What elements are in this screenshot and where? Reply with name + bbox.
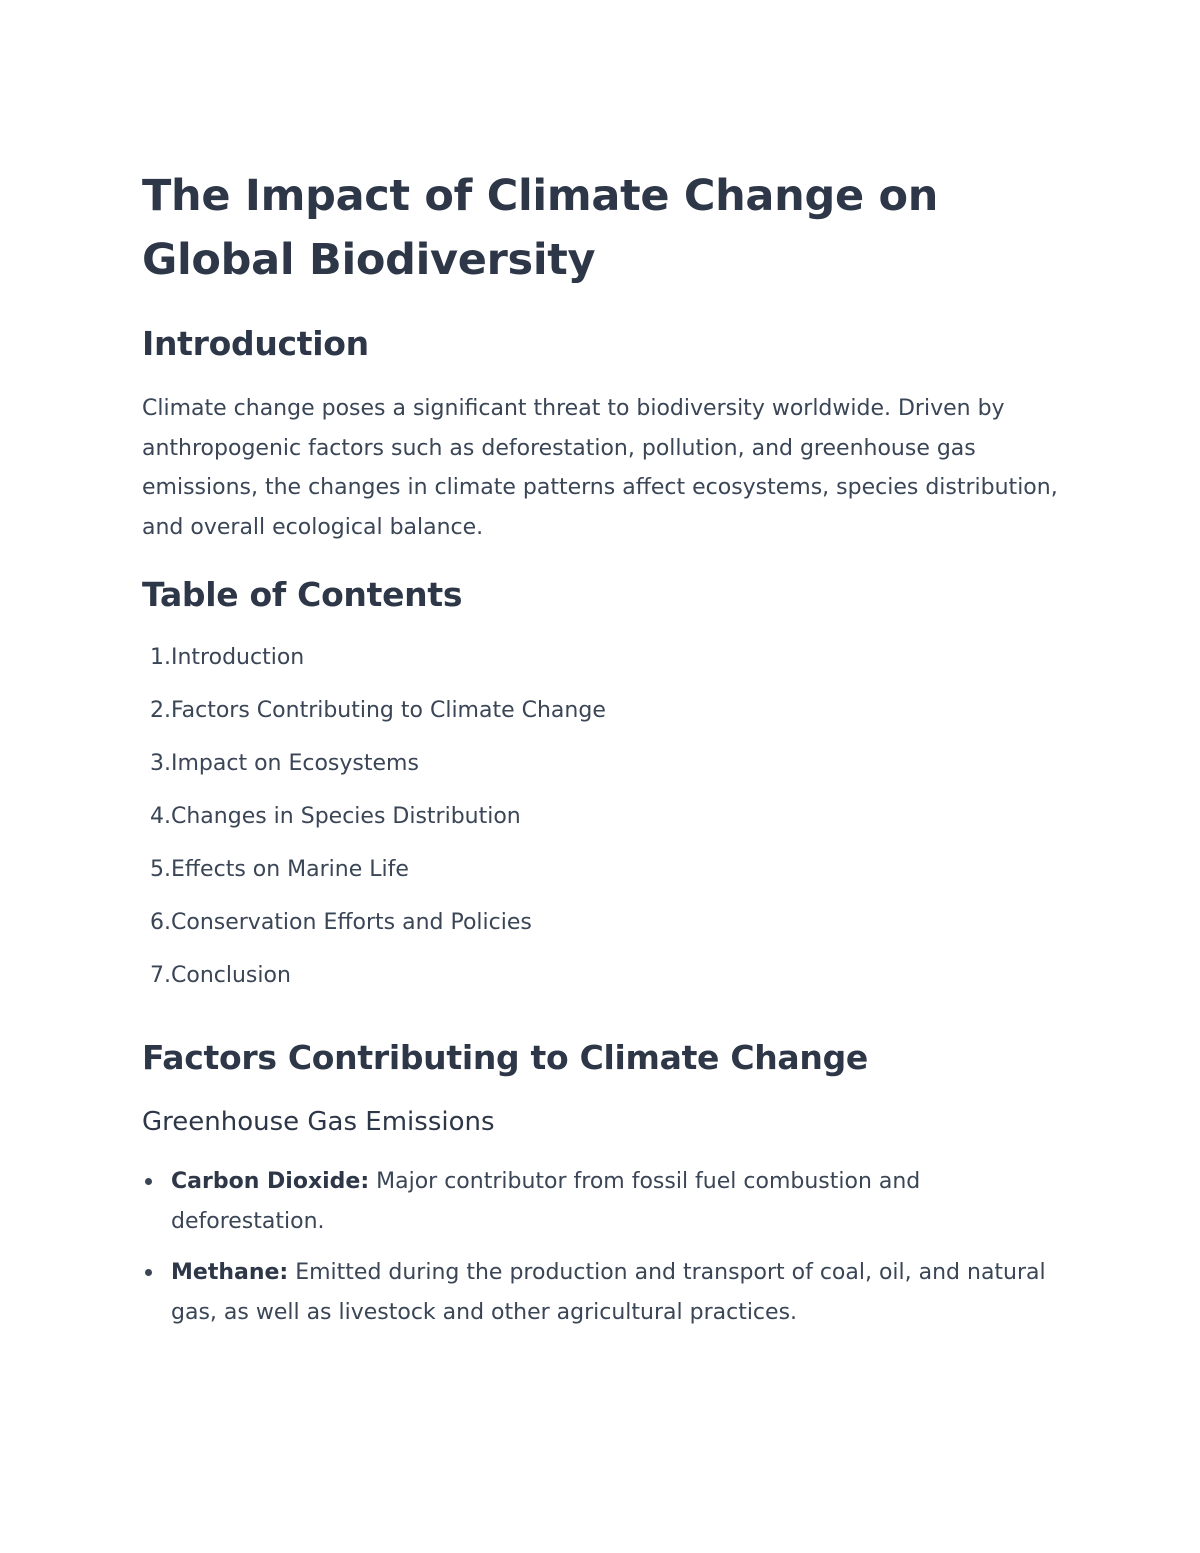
toc-number: 3. <box>150 751 171 776</box>
toc-number: 1. <box>150 645 171 670</box>
toc-label: Conclusion <box>171 963 291 988</box>
list-item <box>142 1253 1062 1332</box>
bullet-text: Emitted during the production and transport of coal, oil, and natural gas, as well as livestock and other agricultural practices. <box>171 1260 1046 1325</box>
introduction-paragraph: Climate change poses a significant threat to biodiversity worldwide. Driven by anthropogenic factors such as deforestation, pollution, and greenhouse gas emissions, the changes in climate patterns affect ecosystems, species distribution, and overall ecological balance. <box>142 396 1058 540</box>
toc-number: 7. <box>150 963 171 988</box>
toc-item-ecosystems[interactable] <box>142 749 1062 802</box>
toc-number: 5. <box>150 857 171 882</box>
emissions-list <box>142 1162 1062 1332</box>
document-title: The Impact of Climate Change on Global Biodiversity <box>142 171 939 285</box>
toc-label: Effects on Marine Life <box>171 857 409 882</box>
factors-heading: Factors Contributing to Climate Change <box>142 1038 868 1077</box>
toc-heading: Table of Contents <box>142 575 463 614</box>
toc-item-factors[interactable] <box>142 696 1062 749</box>
toc-label: Impact on Ecosystems <box>171 751 419 776</box>
toc-item-conclusion[interactable] <box>142 961 1062 1014</box>
bullet-term: Methane: <box>171 1260 289 1285</box>
list-item <box>142 1162 1062 1241</box>
bullet-icon <box>145 1269 152 1276</box>
toc-item-species-distribution[interactable] <box>142 802 1062 855</box>
greenhouse-gas-subheading: Greenhouse Gas Emissions <box>142 1107 495 1137</box>
introduction-heading: Introduction <box>142 324 369 363</box>
bullet-term: Carbon Dioxide: <box>171 1169 370 1194</box>
toc-label: Conservation Efforts and Policies <box>171 910 532 935</box>
toc-label: Introduction <box>171 645 305 670</box>
toc-item-conservation[interactable] <box>142 908 1062 961</box>
toc-item-marine-life[interactable] <box>142 855 1062 908</box>
toc-label: Changes in Species Distribution <box>171 804 521 829</box>
toc-number: 2. <box>150 698 171 723</box>
toc-item-introduction[interactable] <box>142 643 1062 696</box>
toc-label: Factors Contributing to Climate Change <box>171 698 606 723</box>
document-page <box>142 164 1062 1344</box>
toc-number: 4. <box>150 804 171 829</box>
bullet-icon <box>145 1178 152 1185</box>
bullet-text: Major contributor from fossil fuel combustion and deforestation. <box>171 1169 921 1234</box>
table-of-contents <box>142 643 1062 1014</box>
toc-number: 6. <box>150 910 171 935</box>
